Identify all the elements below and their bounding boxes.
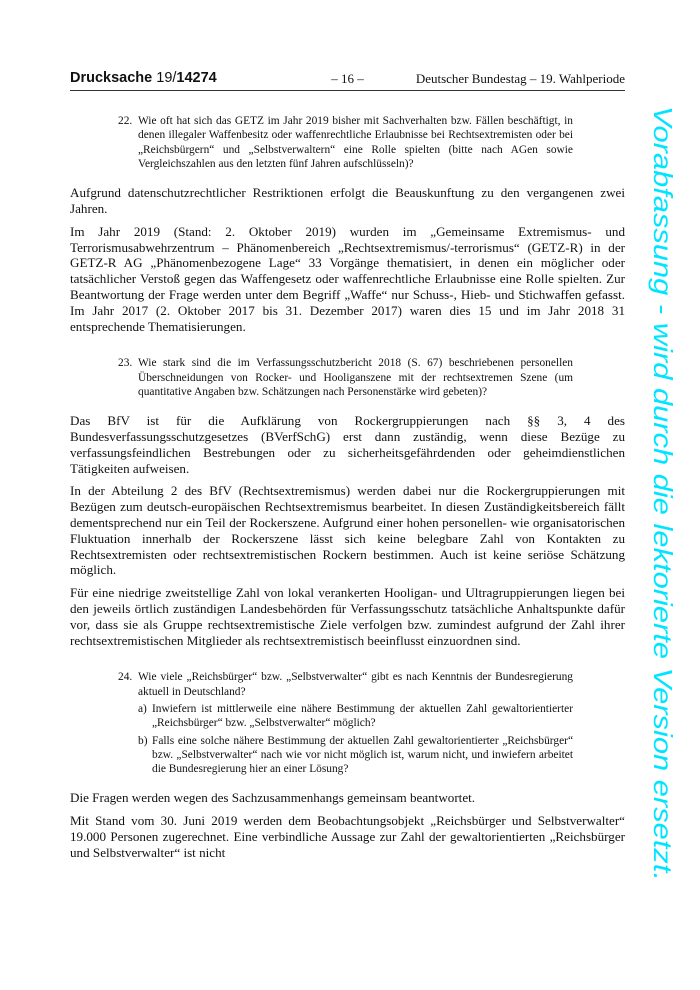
header-rule [70,90,625,91]
page-header [70,70,625,92]
watermark-svg [645,106,685,881]
sub-question-text: Falls eine solche nähere Bestimmung der aktuellen Zahl gewaltorientierter „Reichsbürger“ bzw. „Selbstverwalter“ nach wie vor nicht möglich ist, warum nicht, und inwiefern arbeitet die Bundesregierung hier an einer Lösung? [152,734,573,776]
answer-paragraph: Im Jahr 2019 (Stand: 2. Oktober 2019) wurden im „Gemeinsame Extremismus- und Terrorismusabwehrzentrum – Phänomenbereich „Rechtsextremismus/-terrorismus“ (GETZ-R) in der GETZ-R AG „Phänomenbezogene Lage“ 33 Vorgänge thematisiert, in denen ein möglicher oder tatsächlicher Verstoß gegen das Waffengesetz oder waffenrechtliche Erlaubnisse eine Rolle spielten. Zur Beantwortung der Frage werden unter dem Begriff „Waffe“ nur Schuss-, Hieb- und Stichwaffen gefasst. Im Jahr 2017 (2. Oktober 2017 bis 31. Dezember 2017) waren dies 15 und im Jahr 2018 31 entsprechende Thematisierungen. [70,223,625,334]
answer-paragraph: Aufgrund datenschutzrechtlicher Restriktionen erfolgt die Beauskunftung zu den vergangenen zwei Jahren. [70,185,625,216]
sub-question-text: Inwiefern ist mittlerweile eine nähere Bestimmung der aktuellen Zahl gewaltorientierter „Reichsbürger“ bzw. „Selbstverwalter“ möglich? [152,703,573,730]
watermark-text: Vorabfassung - wird durch die lektorierte Version ersetzt. [648,106,678,759]
parliament-label: Deutscher Bundestag – 19. Wahlperiode [415,71,625,86]
sub-question-a [138,702,573,731]
doc-num-prefix: 19/ [156,70,177,86]
question-text: Wie oft hat sich das GETZ im Jahr 2019 bisher mit Sachverhalten bzw. Fällen beschäftigt, in denen illegaler Waffenbesitz oder waffenrechtliche Erlaubnisse bei Rechtsextremisten oder bei „Reichsbürgern“ und „Selbstverwaltern“ eine Rolle spielten (bitte nach AGen sowie Vergleichszahlen aus den letzten fünf Jahren aufschlüsseln)? [138,115,573,170]
answer-paragraph: In der Abteilung 2 des BfV (Rechtsextremismus) werden dabei nur die Rockergruppierungen mit Bezügen zum deutsch-europäischen Rechtsextremismus bearbeitet. In diesen Zuständigkeitsbereich fällt dementsprechend nur ein Teil der Rockerszene. Aufgrund einer hohen personellen- wie organisatorischen Fluktuation innerhalb der Rockerszene lässt sich keine belegbare Zahl von Kontakten zu Rechtsextremisten oder rechtsextremistischen Rockern bestimmen. Auch ist keine seriöse Schätzung möglich. [70,483,625,578]
sub-question-b [138,734,573,777]
document-number: Drucksache 19/14274 [70,70,217,86]
question-22 [118,114,573,171]
doc-num: 14274 [176,70,217,86]
answer-paragraph: Das BfV ist für die Aufklärung von Rockergruppierungen nach §§ 3, 4 des Bundesverfassungsschutzgesetzes (BVerfSchG) erst dann zuständig, wenn diese Bezüge zu verfassungsfeindlichen Bestrebungen oder zu sicherheitsgefährdenden oder geheimdienstlichen Tätigkeiten aufweisen. [70,413,625,476]
answer-paragraph: Mit Stand vom 30. Juni 2019 werden dem Beobachtungsobjekt „Reichsbürger und Selbstverwalter“ 19.000 Personen zugerechnet. Eine verbindliche Aussage zur Zahl der gewaltorientierten „Reichsbürger und Selbstverwalter“ ist nicht [70,813,625,860]
question-23 [118,356,573,399]
question-number: 22. [118,115,133,127]
question-number: 24. [118,671,133,684]
question-24 [118,670,573,776]
sub-question-label: b) [138,734,148,747]
question-text: Wie viele „Reichsbürger“ bzw. „Selbstverwalter“ gibt es nach Kenntnis der Bundesregierung aktuell in Deutschland? [138,671,573,698]
answer-paragraph: Für eine niedrige zweitstellige Zahl von lokal verankerten Hooligan- und Ultragruppierungen liegen bei den jeweils örtlich zuständigen Landesbehörden für Verfassungsschutz tatsächliche Anhaltspunkte dafür vor, dass sie als Gruppe rechtsextremistische Ziele verfolgen bzw. zumindest aufgrund der Zahl ihrer rechtsextremistischen Mitglieder als rechtsextremistisch beeinflusst einzuordnen sind. [70,585,625,648]
answer-paragraph: Die Fragen werden wegen des Sachzusammenhangs gemeinsam beantwortet. [70,790,476,806]
draft-watermark [645,106,685,881]
sub-question-label: a) [138,703,147,715]
question-text: Wie stark sind die im Verfassungsschutzbericht 2018 (S. 67) beschriebenen personellen Überschneidungen von Rocker- und Hooliganszene mit der rechtsextremen Szene (um quantitative Angaben bzw. Schätzungen nach Personenstärke wird gebeten)? [138,357,573,398]
question-number: 23. [118,357,133,370]
page-number: – 16 – [331,71,364,86]
page-body [70,114,625,868]
